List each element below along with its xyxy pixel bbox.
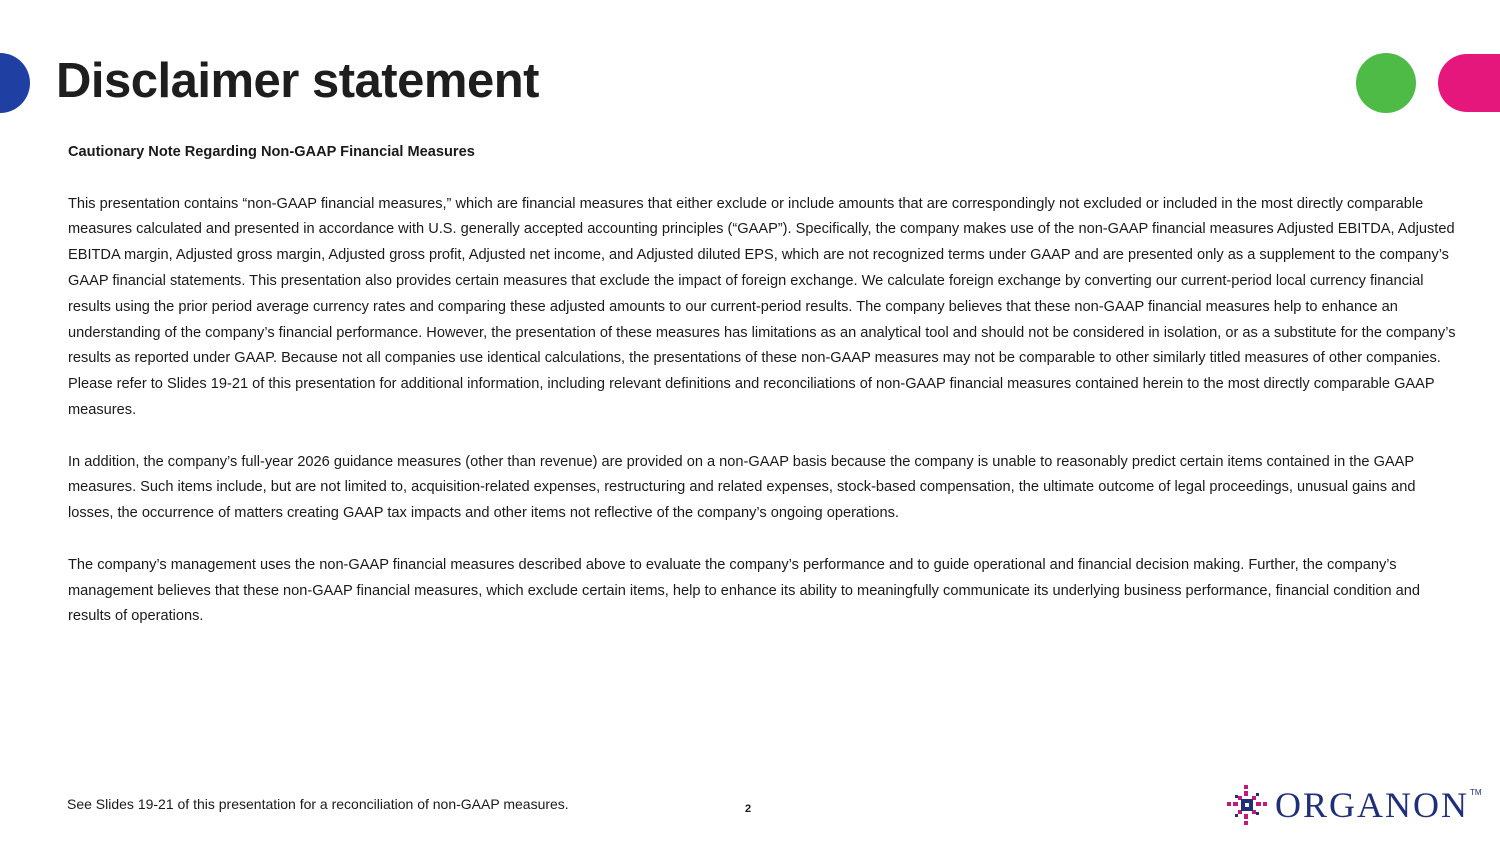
- organon-mark-icon: [1225, 783, 1269, 827]
- decorative-pink-pill: [1438, 54, 1500, 112]
- page-number: 2: [745, 803, 752, 815]
- paragraph-non-gaap: This presentation contains “non-GAAP financial measures,” which are financial measures that either exclude or include amounts that are correspondingly not excluded or included in the most directly comparable measures calculated and presented in accordance with U.S. generally accepted accounting principles (“GAAP”). Specifically, the company makes use of the non-GAAP financial measures Adjusted EBITDA, Adjusted EBITDA margin, Adjusted gross margin, Adjusted gross profit, Adjusted net income, and Adjusted diluted EPS, which are not recognized terms under GAAP and are presented only as a supplement to the company’s GAAP financial statements. This presentation also provides certain measures that exclude the impact of foreign exchange. We calculate foreign exchange by converting our current-period local currency financial results using the prior period average currency rates and comparing these adjusted amounts to our current-period results. The company believes that these non-GAAP financial measures help to enhance an understanding of the company’s financial performance. However, the presentation of these measures has limitations as an analytical tool and should not be considered in isolation, or as a substitute for the company’s results as reported under GAAP. Because not all companies use identical calculations, the presentations of these non-GAAP measures may not be comparable to other similarly titled measures of other companies. Please refer to Slides 19-21 of this presentation for additional information, including relevant definitions and reconciliations of non-GAAP financial measures contained herein to the most directly comparable GAAP measures.: [68, 195, 1456, 418]
- decorative-green-circle: [1356, 53, 1416, 113]
- disclaimer-body: [68, 140, 1456, 656]
- paragraph-management: The company’s management uses the non-GAAP financial measures described above to evaluate the company’s performance and to guide operational and financial decision making. Further, the company’s management believes that these non-GAAP financial measures, which exclude certain items, help to enhance its ability to meaningfully communicate its underlying business performance, financial condition and results of operations.: [68, 556, 1421, 625]
- page-title: Disclaimer statement: [56, 54, 539, 108]
- logo-trademark: TM: [1470, 788, 1482, 797]
- organon-logo: [1225, 782, 1482, 828]
- logo-wordmark: ORGANON: [1275, 785, 1469, 825]
- decorative-blue-circle: [0, 53, 30, 113]
- section-heading: Cautionary Note Regarding Non-GAAP Financial Measures: [68, 144, 475, 160]
- footnote: See Slides 19-21 of this presentation for a reconciliation of non-GAAP measures.: [67, 796, 569, 812]
- paragraph-guidance: In addition, the company’s full-year 2026 guidance measures (other than revenue) are provided on a non-GAAP basis because the company is unable to reasonably predict certain items contained in the GAAP measures. Such items include, but are not limited to, acquisition-related expenses, restructuring and related expenses, stock-based compensation, the ultimate outcome of legal proceedings, unusual gains and losses, the occurrence of matters creating GAAP tax impacts and other items not reflective of the company’s ongoing operations.: [68, 453, 1416, 522]
